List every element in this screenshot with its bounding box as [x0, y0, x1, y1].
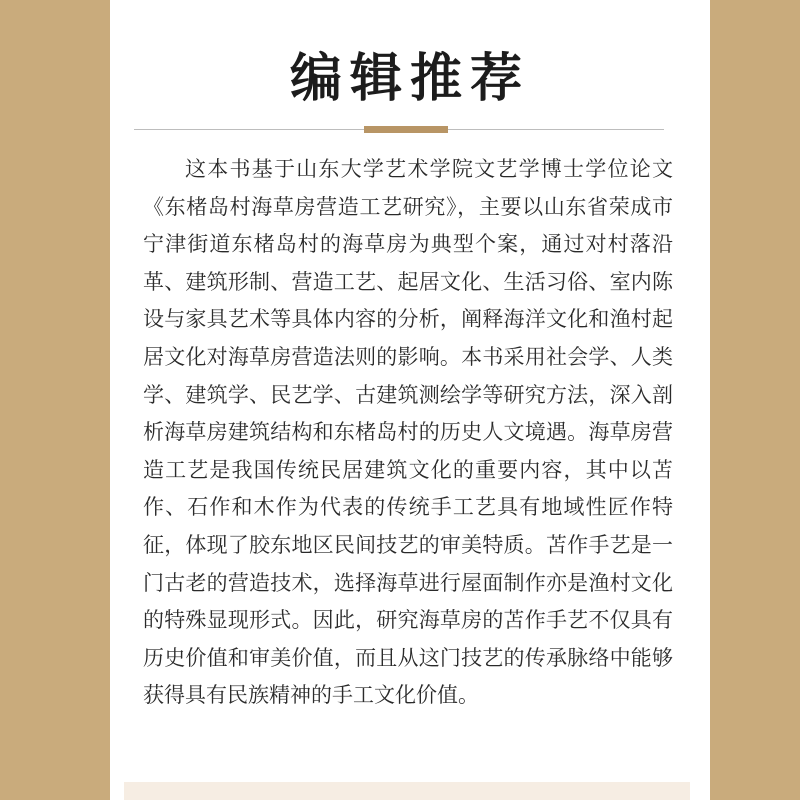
content-panel: [110, 0, 710, 800]
page-title: 编辑推荐: [289, 48, 530, 109]
footer-band: [124, 782, 690, 800]
body-paragraph: 这本书基于山东大学艺术学院文艺学博士学位论文《东楮岛村海草房营造工艺研究》，主要以山东省荣成市宁津街道东楮岛村的海草房为典型个案，通过对村落沿革、建筑形制、营造工艺、起居文化、生活习俗、室内陈设与家具艺术等具体内容的分析，阐释海洋文化和渔村起居文化对海草房营造法则的影响。本书采用社会学、人类学、建筑学、民艺学、古建筑测绘学等研究方法，深入剖析海草房建筑结构和东楮岛村的历史人文境遇。海草房营造工艺是我国传统民居建筑文化的重要内容，其中以苫作、石作和木作为代表的传统手工艺具有地域性匠作特征，体现了胶东地区民间技艺的审美特质。苫作手艺是一门古老的营造技术，选择海草进行屋面制作亦是渔村文化的特殊显现形式。因此，研究海草房的苫作手艺不仅具有历史价值和审美价值，而且从这门技艺的传承脉络中能够获得具有民族精神的手工文化价值。: [143, 157, 673, 708]
divider-accent: [364, 126, 448, 133]
